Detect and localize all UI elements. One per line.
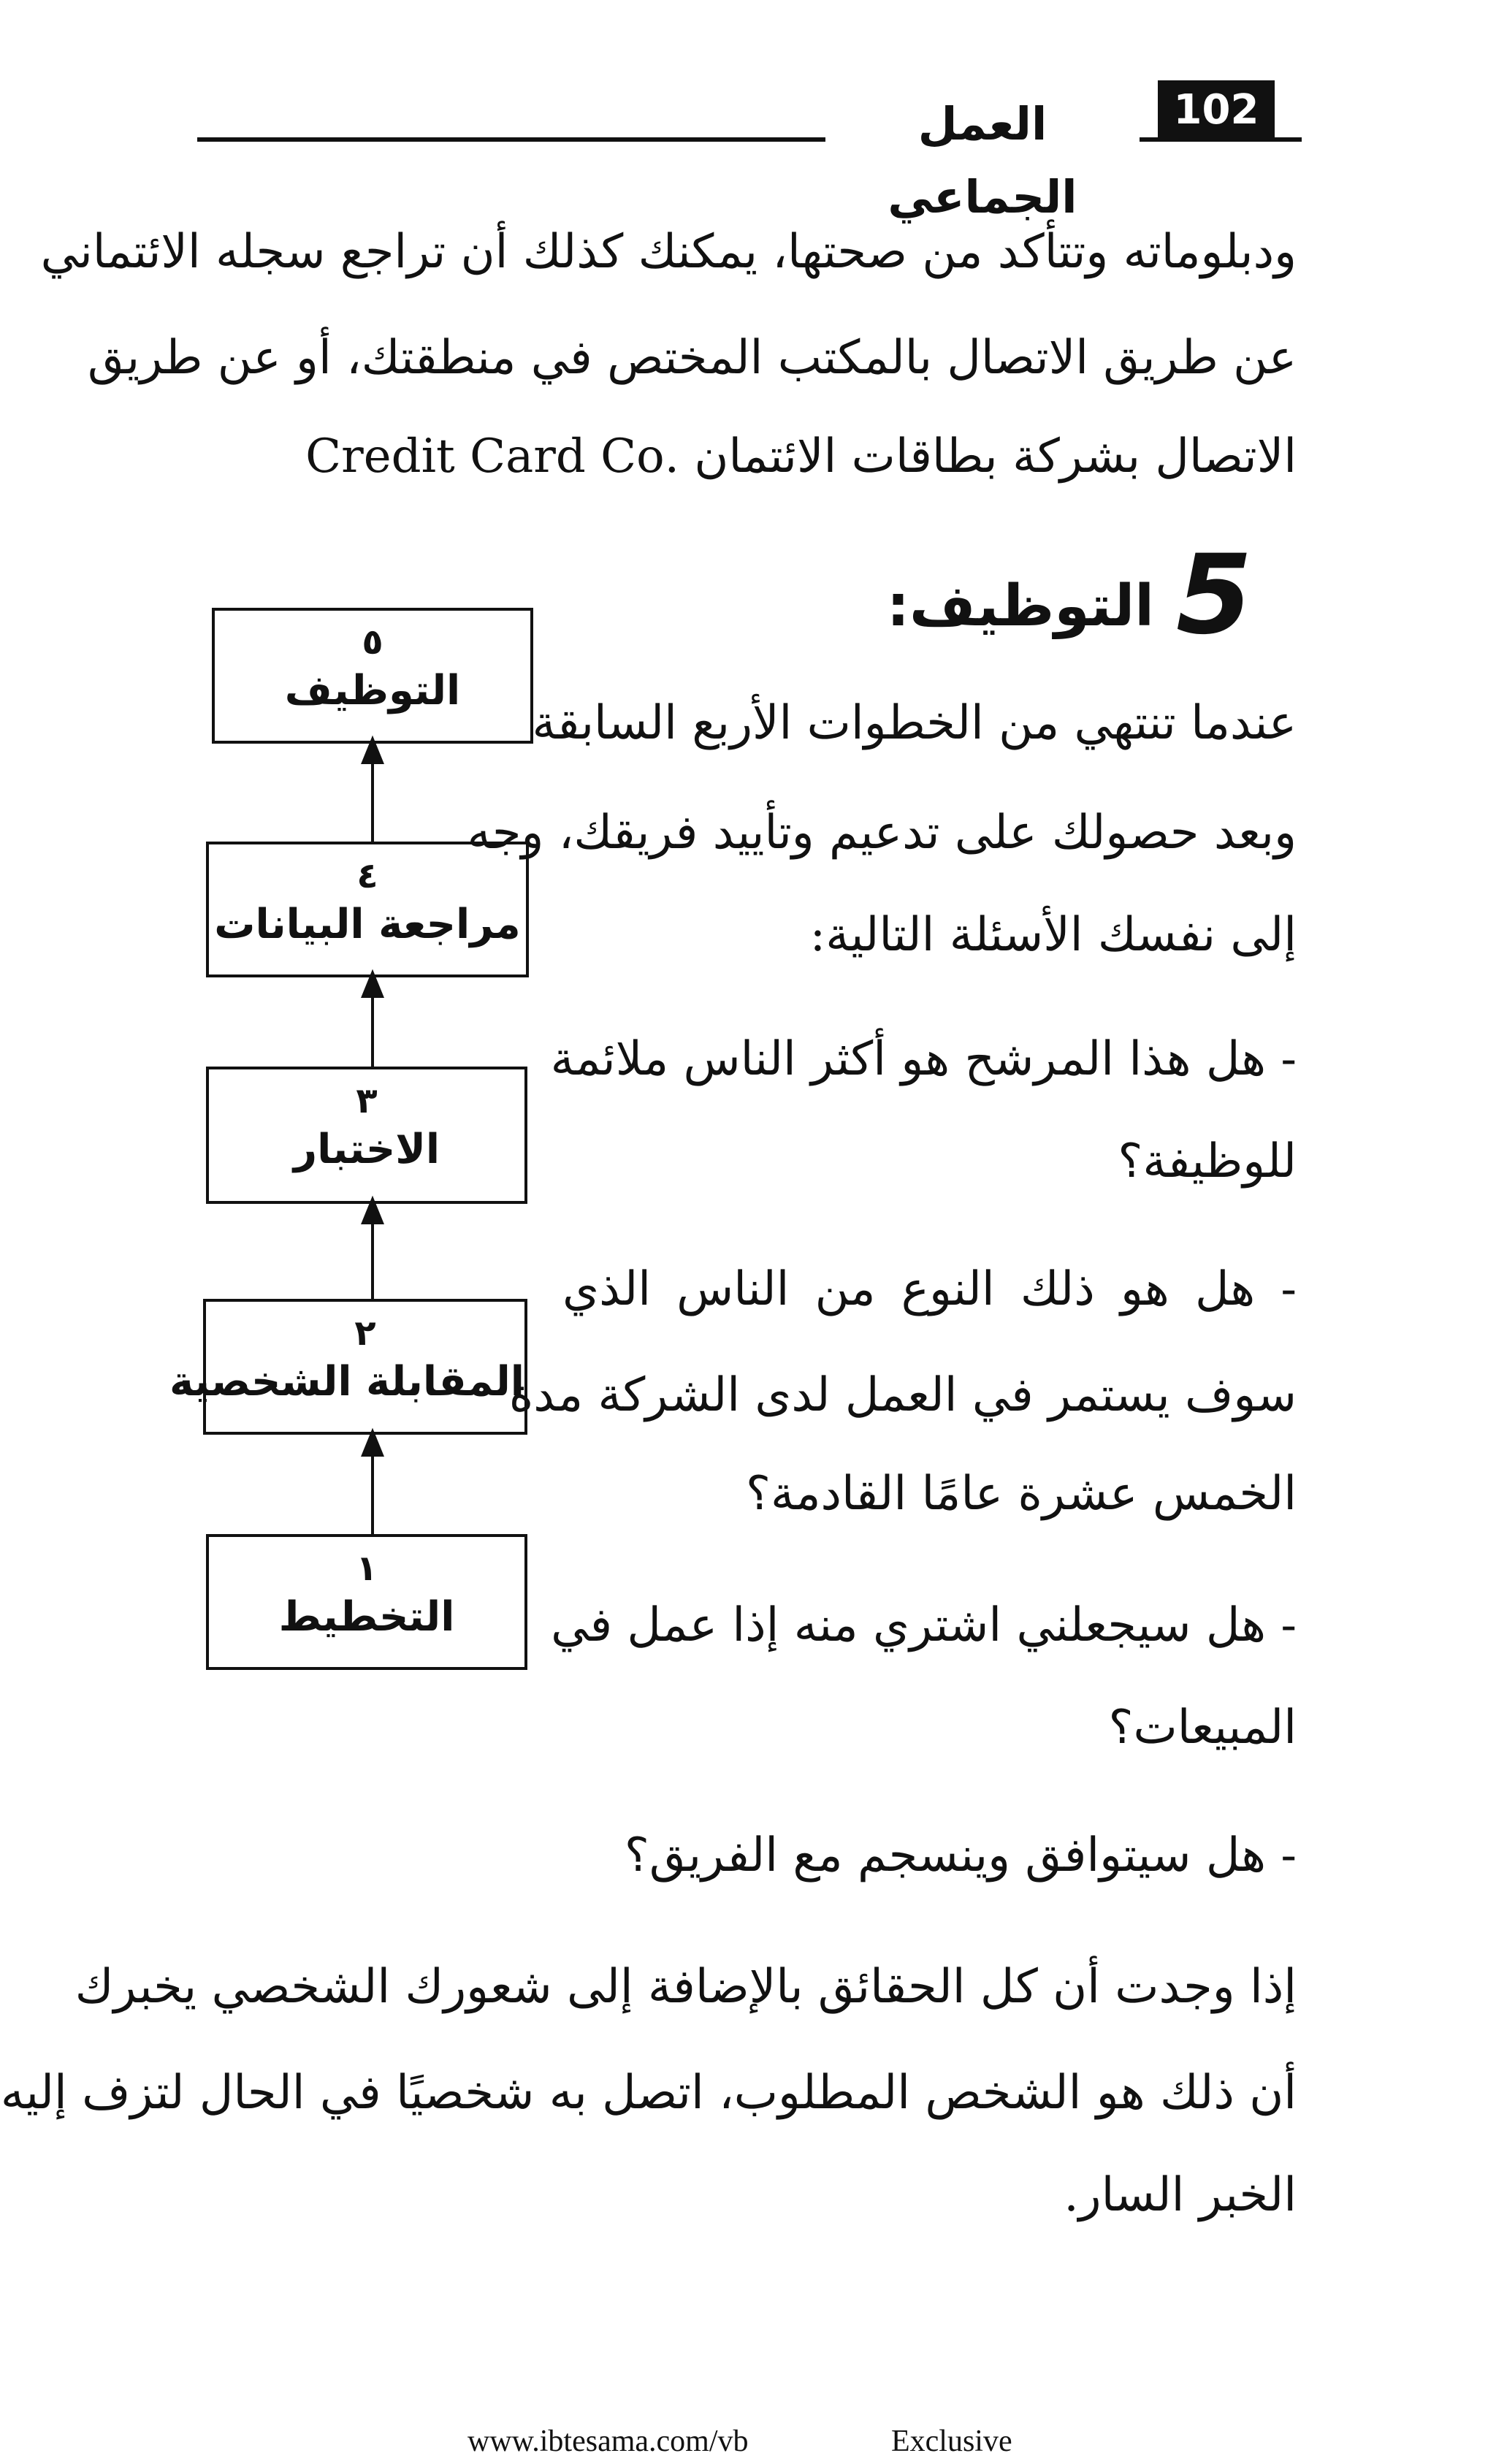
- arrow-head-2-to-3: [363, 1199, 382, 1223]
- closing-line-1: إذا وجدت أن كل الحقائق بالإضافة إلى شعورك الشخصي يخبرك: [75, 1960, 1297, 2014]
- column-line-5: للوظيفة؟: [1118, 1134, 1297, 1189]
- running-title: العمل الجماعي: [825, 88, 1140, 161]
- page-number: 102: [1158, 80, 1275, 139]
- column-line-10: المبيعات؟: [1108, 1701, 1297, 1755]
- column-line-1: عندما تنتهي من الخطوات الأربع السابقة: [532, 696, 1297, 750]
- column-line-9: - هل سيجعلني اشتري منه إذا عمل في: [551, 1598, 1297, 1652]
- flow-step-number: ١: [356, 1548, 378, 1589]
- flow-step-number: ٢: [354, 1313, 376, 1354]
- flow-step-label: التوظيف: [284, 667, 461, 714]
- intro-line-2: عن طريق الاتصال بالمكتب المختص في منطقتك، أو عن طريق: [88, 331, 1297, 385]
- arrow-head-4-to-5: [363, 739, 382, 763]
- column-line-4: - هل هذا المرشح هو أكثر الناس ملائمة: [550, 1032, 1297, 1086]
- column-line-6: - هل هو ذلك النوع من الناس الذي: [562, 1262, 1297, 1316]
- section-number: 5: [1176, 532, 1253, 659]
- flow-step-label: المقابلة الشخصية: [169, 1358, 524, 1405]
- footer: [0, 2424, 1496, 2460]
- closing-line-2: أن ذلك هو الشخص المطلوب، اتصل به شخصيًا في الحال لتزف إليه: [0, 2066, 1297, 2120]
- question-last: - هل سيتوافق وينسجم مع الفريق؟: [624, 1828, 1297, 1883]
- flow-step-number: ٤: [356, 855, 378, 896]
- flow-step-number: ٣: [356, 1080, 378, 1121]
- closing-line-3: الخبر السار.: [1064, 2168, 1297, 2222]
- column-line-7: سوف يستمر في العمل لدى الشركة مدة: [508, 1368, 1297, 1422]
- footer-url[interactable]: www.ibtesama.com/vb: [468, 2425, 749, 2458]
- arrow-head-3-to-4: [363, 973, 382, 996]
- flow-step-label: الاختبار: [293, 1126, 440, 1173]
- section-title: التوظيف:: [886, 573, 1154, 639]
- intro-line-1: ودبلوماته وتتأكد من صحتها، يمكنك كذلك أن تراجع سجله الائتماني: [40, 225, 1297, 279]
- column-line-2: وبعد حصولك على تدعيم وتأييد فريقك، وجه: [467, 806, 1297, 860]
- flow-step-number: ٥: [362, 622, 383, 663]
- flow-step-label: مراجعة البيانات: [214, 901, 521, 948]
- footer-tag: Exclusive: [891, 2425, 1012, 2458]
- column-line-8: الخمس عشرة عامًا القادمة؟: [745, 1467, 1297, 1521]
- flow-step-label: التخطيط: [278, 1593, 455, 1641]
- column-line-3: إلى نفسك الأسئلة التالية:: [809, 908, 1297, 962]
- intro-line-3: الاتصال بشركة بطاقات الائتمان .Credit Card Co: [305, 430, 1297, 484]
- arrow-head-1-to-2: [363, 1432, 382, 1455]
